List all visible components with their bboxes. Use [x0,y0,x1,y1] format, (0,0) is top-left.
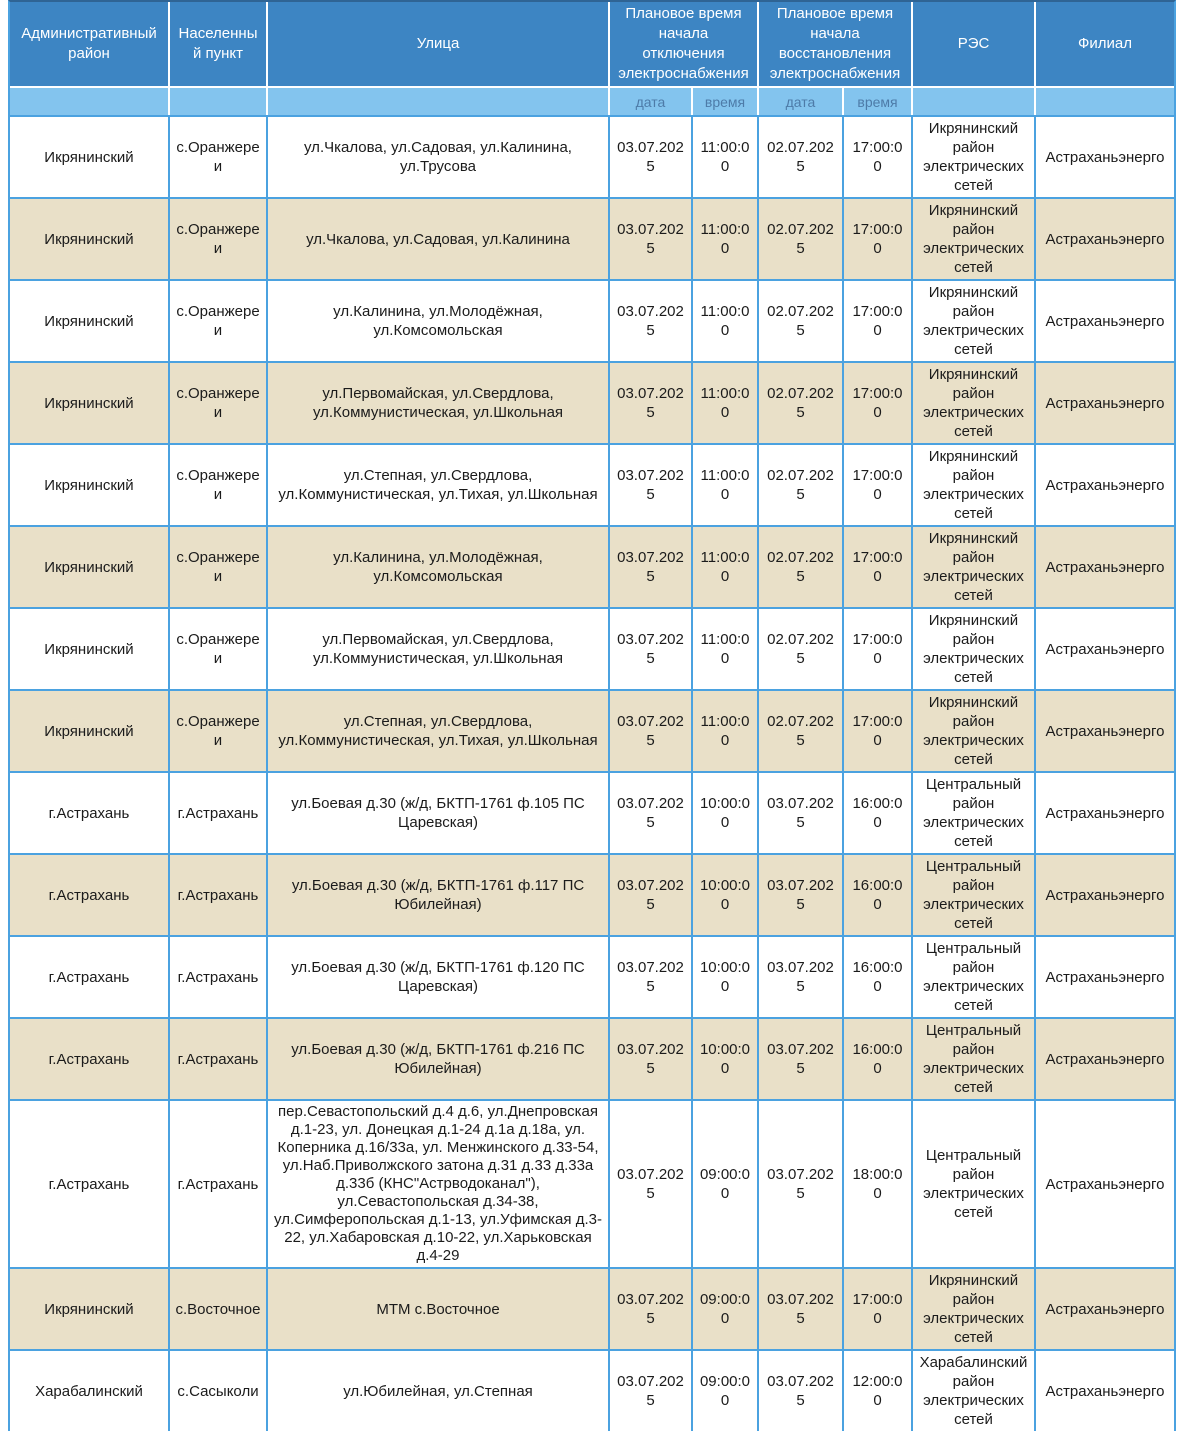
cell-street: ул.Первомайская, ул.Свердлова, ул.Коммунистическая, ул.Школьная [268,607,610,689]
cell-street: ул.Боевая д.30 (ж/д, БКТП-1761 ф.105 ПС Царевская) [268,771,610,853]
cell-district: г.Астрахань [10,853,170,935]
header-res: РЭС [913,2,1036,88]
cell-settlement: г.Астрахань [170,1099,268,1267]
cell-outage_date: 03.07.2025 [610,689,693,771]
cell-settlement: с.Оранжереи [170,115,268,197]
cell-outage_date: 03.07.2025 [610,361,693,443]
cell-outage_time: 10:00:00 [693,935,759,1017]
cell-restore_date: 03.07.2025 [759,771,844,853]
cell-restore_time: 18:00:00 [844,1099,913,1267]
cell-outage_time: 11:00:00 [693,115,759,197]
cell-branch: Астраханьэнерго [1036,279,1174,361]
cell-outage_date: 03.07.2025 [610,115,693,197]
cell-restore_date: 03.07.2025 [759,1017,844,1099]
cell-outage_time: 09:00:00 [693,1267,759,1349]
cell-branch: Астраханьэнерго [1036,1349,1174,1431]
header-admin-district: Административный район [10,2,170,88]
cell-outage_time: 11:00:00 [693,689,759,771]
table-header-row [10,2,1174,88]
table-row [10,853,1174,935]
cell-restore_date: 02.07.2025 [759,689,844,771]
cell-res: Центральный район электрических сетей [913,853,1036,935]
header-restore-start: Плановое время начала восстановления электроснабжения [759,2,913,88]
cell-restore_date: 02.07.2025 [759,607,844,689]
cell-outage_time: 11:00:00 [693,607,759,689]
subheader-outage-date: дата [610,88,693,115]
cell-outage_date: 03.07.2025 [610,935,693,1017]
cell-res: Икрянинский район электрических сетей [913,197,1036,279]
cell-district: Икрянинский [10,197,170,279]
table-row [10,279,1174,361]
subheader-restore-time: время [844,88,913,115]
cell-restore_time: 17:00:00 [844,197,913,279]
subheader-spacer [268,88,610,115]
subheader-restore-date: дата [759,88,844,115]
cell-outage_time: 11:00:00 [693,197,759,279]
cell-branch: Астраханьэнерго [1036,607,1174,689]
cell-district: г.Астрахань [10,1017,170,1099]
cell-restore_date: 02.07.2025 [759,197,844,279]
table-row [10,935,1174,1017]
cell-restore_time: 17:00:00 [844,279,913,361]
cell-branch: Астраханьэнерго [1036,1099,1174,1267]
cell-outage_time: 10:00:00 [693,853,759,935]
cell-street: ул.Степная, ул.Свердлова, ул.Коммунистическая, ул.Тихая, ул.Школьная [268,443,610,525]
table-row [10,115,1174,197]
cell-settlement: с.Оранжереи [170,361,268,443]
cell-restore_time: 16:00:00 [844,935,913,1017]
cell-restore_time: 17:00:00 [844,689,913,771]
cell-outage_date: 03.07.2025 [610,771,693,853]
table-row [10,197,1174,279]
table-row [10,525,1174,607]
cell-res: Икрянинский район электрических сетей [913,525,1036,607]
cell-restore_time: 17:00:00 [844,1267,913,1349]
cell-settlement: с.Сасыколи [170,1349,268,1431]
cell-street: пер.Севастопольский д.4 д.6, ул.Днепровская д.1-23, ул. Донецкая д.1-24 д.1а д.18а, ул. Коперника д.16/33а, ул. Менжинского д.33-54, ул.Наб.Приволжского затона д.31 д.33 д.33а д.33б (КНС"Астрводоканал"), ул.Севастопольская д.34-38, ул.Симферопольская д.1-13, ул.Уфимская д.3-22, ул.Хабаровская д.10-22, ул.Харьковская д.4-29 [268,1099,610,1267]
cell-restore_date: 02.07.2025 [759,525,844,607]
cell-branch: Астраханьэнерго [1036,115,1174,197]
cell-res: Икрянинский район электрических сетей [913,1267,1036,1349]
cell-settlement: г.Астрахань [170,771,268,853]
cell-outage_date: 03.07.2025 [610,607,693,689]
cell-settlement: с.Оранжереи [170,443,268,525]
cell-res: Центральный район электрических сетей [913,771,1036,853]
cell-street: ул.Боевая д.30 (ж/д, БКТП-1761 ф.117 ПС Юбилейная) [268,853,610,935]
header-outage-start: Плановое время начала отключения электроснабжения [610,2,759,88]
cell-outage_time: 09:00:00 [693,1349,759,1431]
cell-restore_time: 12:00:00 [844,1349,913,1431]
cell-street: ул.Первомайская, ул.Свердлова, ул.Коммунистическая, ул.Школьная [268,361,610,443]
cell-district: г.Астрахань [10,1099,170,1267]
cell-restore_date: 02.07.2025 [759,115,844,197]
cell-restore_date: 03.07.2025 [759,853,844,935]
cell-outage_time: 10:00:00 [693,1017,759,1099]
cell-settlement: с.Восточное [170,1267,268,1349]
cell-settlement: с.Оранжереи [170,689,268,771]
table-row [10,361,1174,443]
cell-branch: Астраханьэнерго [1036,935,1174,1017]
cell-res: Центральный район электрических сетей [913,1017,1036,1099]
cell-settlement: с.Оранжереи [170,607,268,689]
cell-street: ул.Чкалова, ул.Садовая, ул.Калинина, ул.Трусова [268,115,610,197]
cell-street: МТМ с.Восточное [268,1267,610,1349]
cell-settlement: г.Астрахань [170,1017,268,1099]
cell-district: г.Астрахань [10,935,170,1017]
cell-outage_date: 03.07.2025 [610,279,693,361]
cell-street: ул.Чкалова, ул.Садовая, ул.Калинина [268,197,610,279]
cell-restore_time: 17:00:00 [844,607,913,689]
cell-branch: Астраханьэнерго [1036,525,1174,607]
cell-settlement: с.Оранжереи [170,197,268,279]
subheader-outage-time: время [693,88,759,115]
cell-res: Икрянинский район электрических сетей [913,607,1036,689]
table-row [10,1099,1174,1267]
cell-outage_date: 03.07.2025 [610,853,693,935]
cell-street: ул.Боевая д.30 (ж/д, БКТП-1761 ф.216 ПС Юбилейная) [268,1017,610,1099]
table-row [10,1267,1174,1349]
header-settlement: Населенный пункт [170,2,268,88]
cell-settlement: с.Оранжереи [170,279,268,361]
cell-district: Икрянинский [10,607,170,689]
cell-restore_date: 02.07.2025 [759,279,844,361]
cell-settlement: с.Оранжереи [170,525,268,607]
cell-district: Икрянинский [10,525,170,607]
cell-branch: Астраханьэнерго [1036,853,1174,935]
table-subheader-row [10,88,1174,115]
cell-res: Икрянинский район электрических сетей [913,115,1036,197]
cell-restore_date: 03.07.2025 [759,1099,844,1267]
cell-outage_time: 11:00:00 [693,279,759,361]
table-row [10,689,1174,771]
table-body [10,115,1174,1431]
cell-outage_date: 03.07.2025 [610,443,693,525]
cell-restore_time: 16:00:00 [844,1017,913,1099]
header-branch: Филиал [1036,2,1174,88]
cell-restore_time: 16:00:00 [844,771,913,853]
cell-branch: Астраханьэнерго [1036,771,1174,853]
subheader-spacer [170,88,268,115]
cell-restore_time: 17:00:00 [844,115,913,197]
cell-restore_time: 17:00:00 [844,361,913,443]
cell-res: Центральный район электрических сетей [913,935,1036,1017]
cell-settlement: г.Астрахань [170,853,268,935]
cell-outage_date: 03.07.2025 [610,525,693,607]
outage-schedule-table [8,0,1176,1431]
cell-restore_date: 02.07.2025 [759,361,844,443]
cell-restore_date: 03.07.2025 [759,1267,844,1349]
cell-outage_time: 11:00:00 [693,443,759,525]
cell-outage_time: 09:00:00 [693,1099,759,1267]
cell-branch: Астраханьэнерго [1036,1267,1174,1349]
cell-restore_time: 17:00:00 [844,443,913,525]
table-row [10,607,1174,689]
cell-restore_date: 03.07.2025 [759,935,844,1017]
header-street: Улица [268,2,610,88]
cell-branch: Астраханьэнерго [1036,443,1174,525]
cell-outage_date: 03.07.2025 [610,1349,693,1431]
cell-district: Икрянинский [10,115,170,197]
cell-street: ул.Боевая д.30 (ж/д, БКТП-1761 ф.120 ПС Царевская) [268,935,610,1017]
cell-restore_time: 16:00:00 [844,853,913,935]
cell-district: Икрянинский [10,361,170,443]
cell-outage_date: 03.07.2025 [610,1017,693,1099]
table-row [10,443,1174,525]
cell-district: Икрянинский [10,1267,170,1349]
cell-outage_date: 03.07.2025 [610,1099,693,1267]
cell-branch: Астраханьэнерго [1036,361,1174,443]
subheader-spacer [1036,88,1174,115]
cell-district: Харабалинский [10,1349,170,1431]
cell-outage_date: 03.07.2025 [610,197,693,279]
subheader-spacer [913,88,1036,115]
cell-district: г.Астрахань [10,771,170,853]
table-header [10,2,1174,115]
cell-street: ул.Юбилейная, ул.Степная [268,1349,610,1431]
cell-district: Икрянинский [10,443,170,525]
cell-district: Икрянинский [10,279,170,361]
cell-settlement: г.Астрахань [170,935,268,1017]
cell-res: Харабалинский район электрических сетей [913,1349,1036,1431]
cell-outage_time: 11:00:00 [693,361,759,443]
cell-restore_time: 17:00:00 [844,525,913,607]
table-row [10,1349,1174,1431]
cell-outage_date: 03.07.2025 [610,1267,693,1349]
cell-branch: Астраханьэнерго [1036,1017,1174,1099]
cell-branch: Астраханьэнерго [1036,689,1174,771]
subheader-spacer [10,88,170,115]
cell-res: Икрянинский район электрических сетей [913,279,1036,361]
cell-outage_time: 11:00:00 [693,525,759,607]
cell-outage_time: 10:00:00 [693,771,759,853]
cell-branch: Астраханьэнерго [1036,197,1174,279]
table-row [10,1017,1174,1099]
cell-res: Икрянинский район электрических сетей [913,443,1036,525]
cell-street: ул.Калинина, ул.Молодёжная, ул.Комсомольская [268,525,610,607]
cell-res: Центральный район электрических сетей [913,1099,1036,1267]
cell-res: Икрянинский район электрических сетей [913,689,1036,771]
cell-restore_date: 02.07.2025 [759,443,844,525]
cell-res: Икрянинский район электрических сетей [913,361,1036,443]
cell-restore_date: 03.07.2025 [759,1349,844,1431]
table-row [10,771,1174,853]
cell-street: ул.Степная, ул.Свердлова, ул.Коммунистическая, ул.Тихая, ул.Школьная [268,689,610,771]
cell-district: Икрянинский [10,689,170,771]
cell-street: ул.Калинина, ул.Молодёжная, ул.Комсомольская [268,279,610,361]
